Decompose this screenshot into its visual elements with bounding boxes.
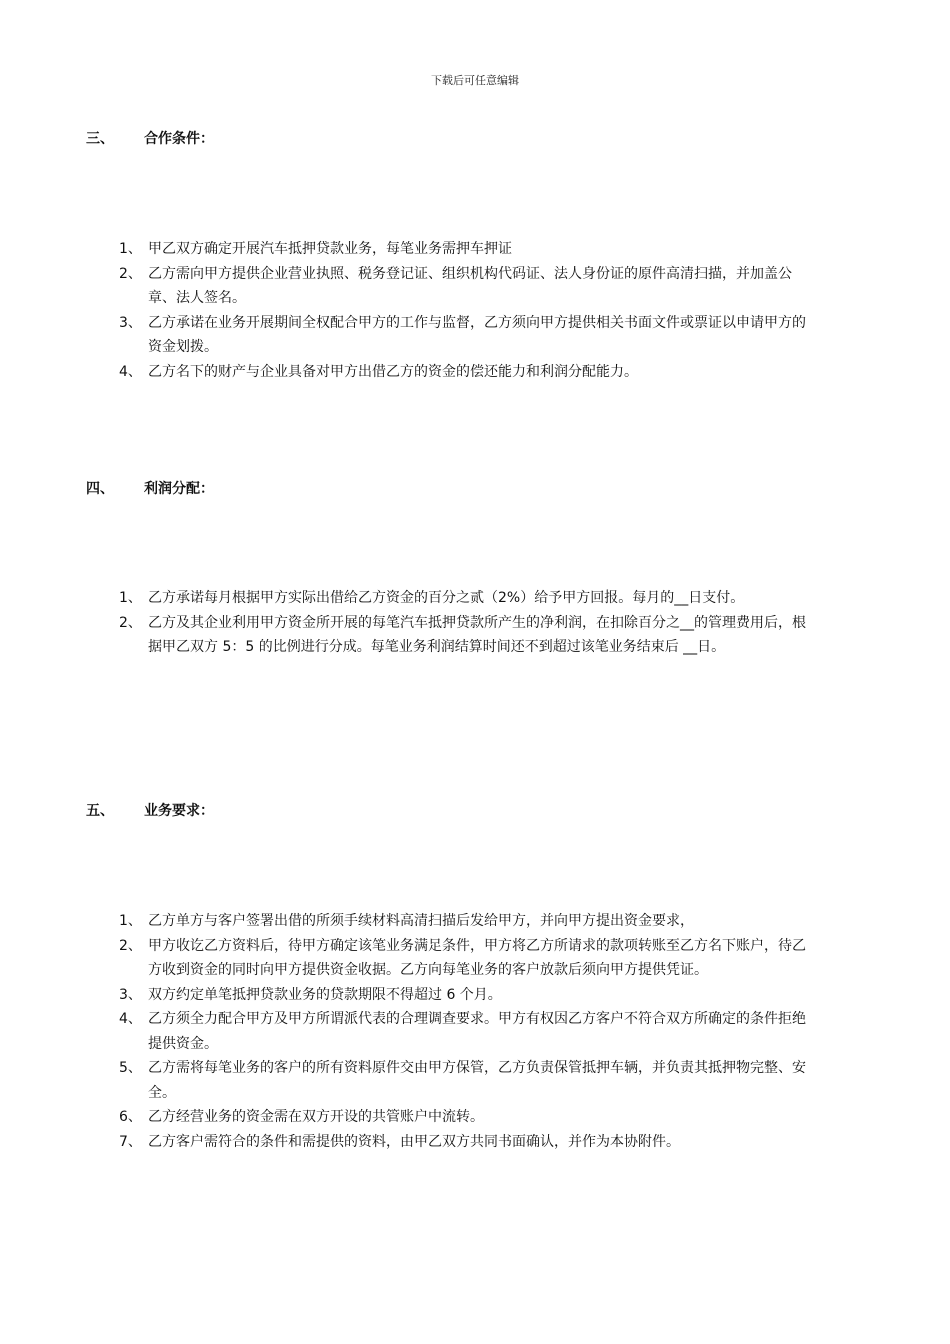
section-number: 五、 [86,803,114,819]
header-note: 下载后可任意编辑 [431,74,519,87]
item-number: 6、 [119,1109,142,1125]
list-item [119,983,819,1008]
item-number: 4、 [119,363,142,380]
list-item [119,262,819,311]
item-text: 甲乙双方确定开展汽车抵押贷款业务，每笔业务需押车押证 [148,241,512,257]
section-number: 三、 [86,131,114,147]
list-item [119,611,819,660]
item-number: 4、 [119,1011,142,1027]
item-number: 3、 [119,314,142,331]
item-number: 1、 [119,241,142,257]
item-text: 乙方承诺在业务开展期间全权配合甲方的工作与监督，乙方须向甲方提供相关书面文件或票证以申请甲方的资金划拨。 [148,314,806,355]
item-number: 2、 [119,265,142,282]
item-number: 1、 [119,913,142,929]
section-heading-5 [86,800,214,820]
list-item [119,1105,819,1130]
section-number: 四、 [86,481,114,497]
item-number: 3、 [119,986,142,1003]
section-5-list [119,909,819,1154]
list-item [119,934,819,983]
list-item [119,311,819,360]
item-text: 乙方名下的财产与企业具备对甲方出借乙方的资金的偿还能力和利润分配能力。 [148,363,638,380]
item-number: 7、 [119,1133,142,1150]
section-title: 合作条件： [144,131,214,147]
item-text: 乙方及其企业利用甲方资金所开展的每笔汽车抵押贷款所产生的净利润，在扣除百分之__的管理费用后，根据甲乙双方 5：5 的比例进行分成。每笔业务利润结算时间还不到超过该笔业务结束后 __日。 [148,614,806,655]
section-4-list [119,586,819,660]
list-item [119,237,819,262]
item-number: 2、 [119,937,142,954]
list-item [119,360,819,385]
list-item [119,1056,819,1105]
item-text: 乙方需向甲方提供企业营业执照、税务登记证、组织机构代码证、法人身份证的原件高清扫描，并加盖公章、法人签名。 [148,265,792,306]
section-3-list [119,237,819,384]
item-text: 双方约定单笔抵押贷款业务的贷款期限不得超过 6 个月。 [148,986,502,1003]
section-heading-4 [86,478,214,498]
list-item [119,586,819,611]
item-text: 乙方经营业务的资金需在双方开设的共管账户中流转。 [148,1109,484,1125]
item-number: 1、 [119,590,142,606]
item-number: 2、 [119,614,142,631]
list-item [119,1007,819,1056]
section-heading-3 [86,128,214,148]
item-text: 乙方需将每笔业务的客户的所有资料原件交由甲方保管，乙方负责保管抵押车辆，并负责其抵押物完整、安全。 [148,1060,806,1101]
section-title: 业务要求： [144,803,214,819]
section-title: 利润分配： [144,481,214,497]
item-text: 甲方收讫乙方资料后，待甲方确定该笔业务满足条件，甲方将乙方所请求的款项转账至乙方名下账户，待乙方收到资金的同时向甲方提供资金收据。乙方向每笔业务的客户放款后须向甲方提供凭证。 [148,937,806,978]
list-item [119,909,819,934]
item-number: 5、 [119,1060,142,1076]
list-item [119,1130,819,1155]
item-text: 乙方单方与客户签署出借的所须手续材料高清扫描后发给甲方，并向甲方提出资金要求， [148,913,694,929]
item-text: 乙方承诺每月根据甲方实际出借给乙方资金的百分之贰（2%）给予甲方回报。每月的__日支付。 [148,590,745,606]
item-text: 乙方客户需符合的条件和需提供的资料，由甲乙双方共同书面确认，并作为本协附件。 [148,1133,680,1150]
item-text: 乙方须全力配合甲方及甲方所谓派代表的合理调查要求。甲方有权因乙方客户不符合双方所确定的条件拒绝提供资金。 [148,1011,806,1052]
